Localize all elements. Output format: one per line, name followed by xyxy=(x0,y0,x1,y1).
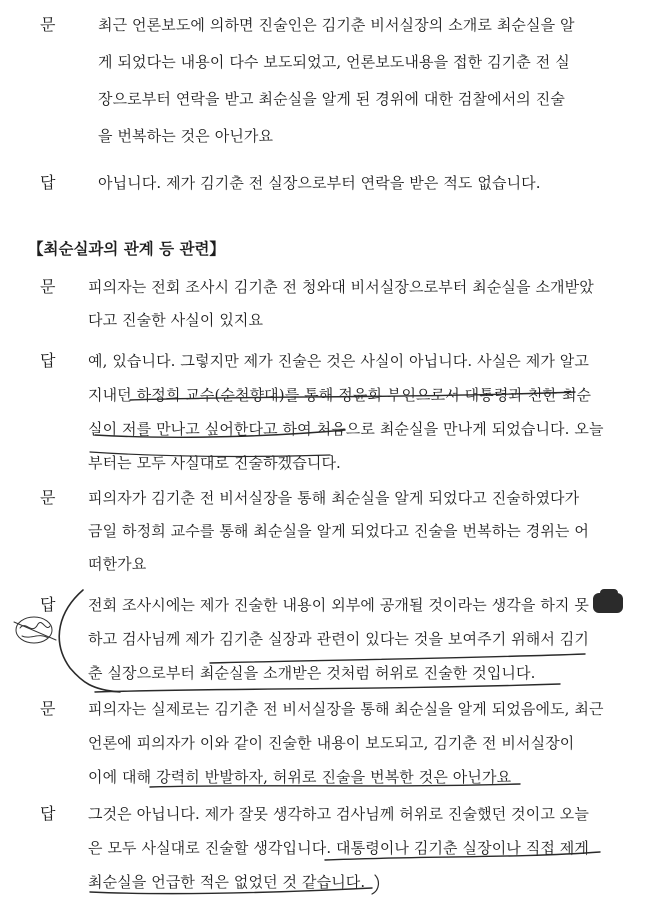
text-line: 피의자는 전회 조사시 김기춘 전 청와대 비서실장으로부터 최순실을 소개받았 xyxy=(88,278,594,296)
text-line: 을 번복하는 것은 아닌가요 xyxy=(98,127,274,145)
answer-marker: 답 xyxy=(40,804,56,823)
text-line: 피의자는 실제로는 김기춘 전 비서실장을 통해 최순실을 알게 되었음에도, 최근 xyxy=(88,700,604,718)
text-line: 춘 실장으로부터 최순실을 소개받은 것처럼 허위로 진술한 것입니다. xyxy=(88,664,536,682)
text-line: 장으로부터 연락을 받고 최순실을 알게 된 경위에 대한 검찰에서의 진술 xyxy=(98,90,565,108)
text-line: 이에 대해 강력히 반발하자, 허위로 진술을 번복한 것은 아닌가요 xyxy=(88,768,512,786)
text-line: 피의자가 김기춘 전 비서실장을 통해 최순실을 알게 되었다고 진술하였다가 xyxy=(88,489,580,507)
text-line: 언론에 피의자가 이와 같이 진술한 내용이 보도되고, 김기춘 전 비서실장이 xyxy=(88,734,575,752)
answer-marker: 답 xyxy=(40,173,56,192)
text-line: 다고 진술한 사실이 있지요 xyxy=(88,311,264,329)
section-heading: 【최순실과의 관계 등 관련】 xyxy=(28,239,225,258)
text-line: 금일 하정희 교수를 통해 최순실을 알게 되었다고 진술을 번복하는 경위는 어 xyxy=(88,522,589,540)
underline-mark xyxy=(95,684,560,692)
question-marker: 문 xyxy=(40,699,56,718)
text-line: 실이 저를 만나고 싶어한다고 하여 처음으로 최순실을 만나게 되었습니다. 오늘 xyxy=(88,420,604,438)
paren-mark xyxy=(372,875,378,894)
text-line: 전회 조사시에는 제가 진술한 내용이 외부에 공개될 것이라는 생각을 하지 못 xyxy=(88,596,589,614)
text-line: 떠한가요 xyxy=(88,555,147,573)
text-line: 최근 언론보도에 의하면 진술인은 김기춘 비서실장의 소개로 최순실을 알 xyxy=(98,16,575,34)
text-line: 아닙니다. 제가 김기춘 전 실장으로부터 연락을 받은 적도 없습니다. xyxy=(98,174,541,192)
answer-marker: 답 xyxy=(40,351,56,370)
signature-seal xyxy=(14,617,56,643)
text-line: 부터는 모두 사실대로 진술하겠습니다. xyxy=(88,454,341,472)
answer-marker: 답 xyxy=(40,595,56,614)
text-line: 지내던 하정희 교수(순천향대)를 통해 정윤회 부인으로서 대통령과 친한 최순 xyxy=(88,386,592,404)
text-line: 그것은 아닙니다. 제가 잘못 생각하고 검사님께 허위로 진술했던 것이고 오늘 xyxy=(88,805,589,823)
question-marker: 문 xyxy=(40,277,56,296)
text-line: 게 되었다는 내용이 다수 보도되었고, 언론보도내용을 접한 김기춘 전 실 xyxy=(98,53,570,71)
text-line: 하고 검사님께 제가 김기춘 실장과 관련이 있다는 것을 보여주기 위해서 김기 xyxy=(88,630,589,648)
text-line: 예, 있습니다. 그렇지만 제가 진술은 것은 사실이 아닙니다. 사실은 제가 알고 xyxy=(88,352,589,370)
question-marker: 문 xyxy=(40,488,56,507)
text-line: 은 모두 사실대로 진술할 생각입니다. 대통령이나 김기춘 실장이나 직접 제게 xyxy=(88,839,589,857)
question-marker: 문 xyxy=(40,15,56,34)
redaction-mark xyxy=(593,589,623,613)
text-line: 최순실을 언급한 적은 없었던 것 같습니다. xyxy=(88,873,366,891)
